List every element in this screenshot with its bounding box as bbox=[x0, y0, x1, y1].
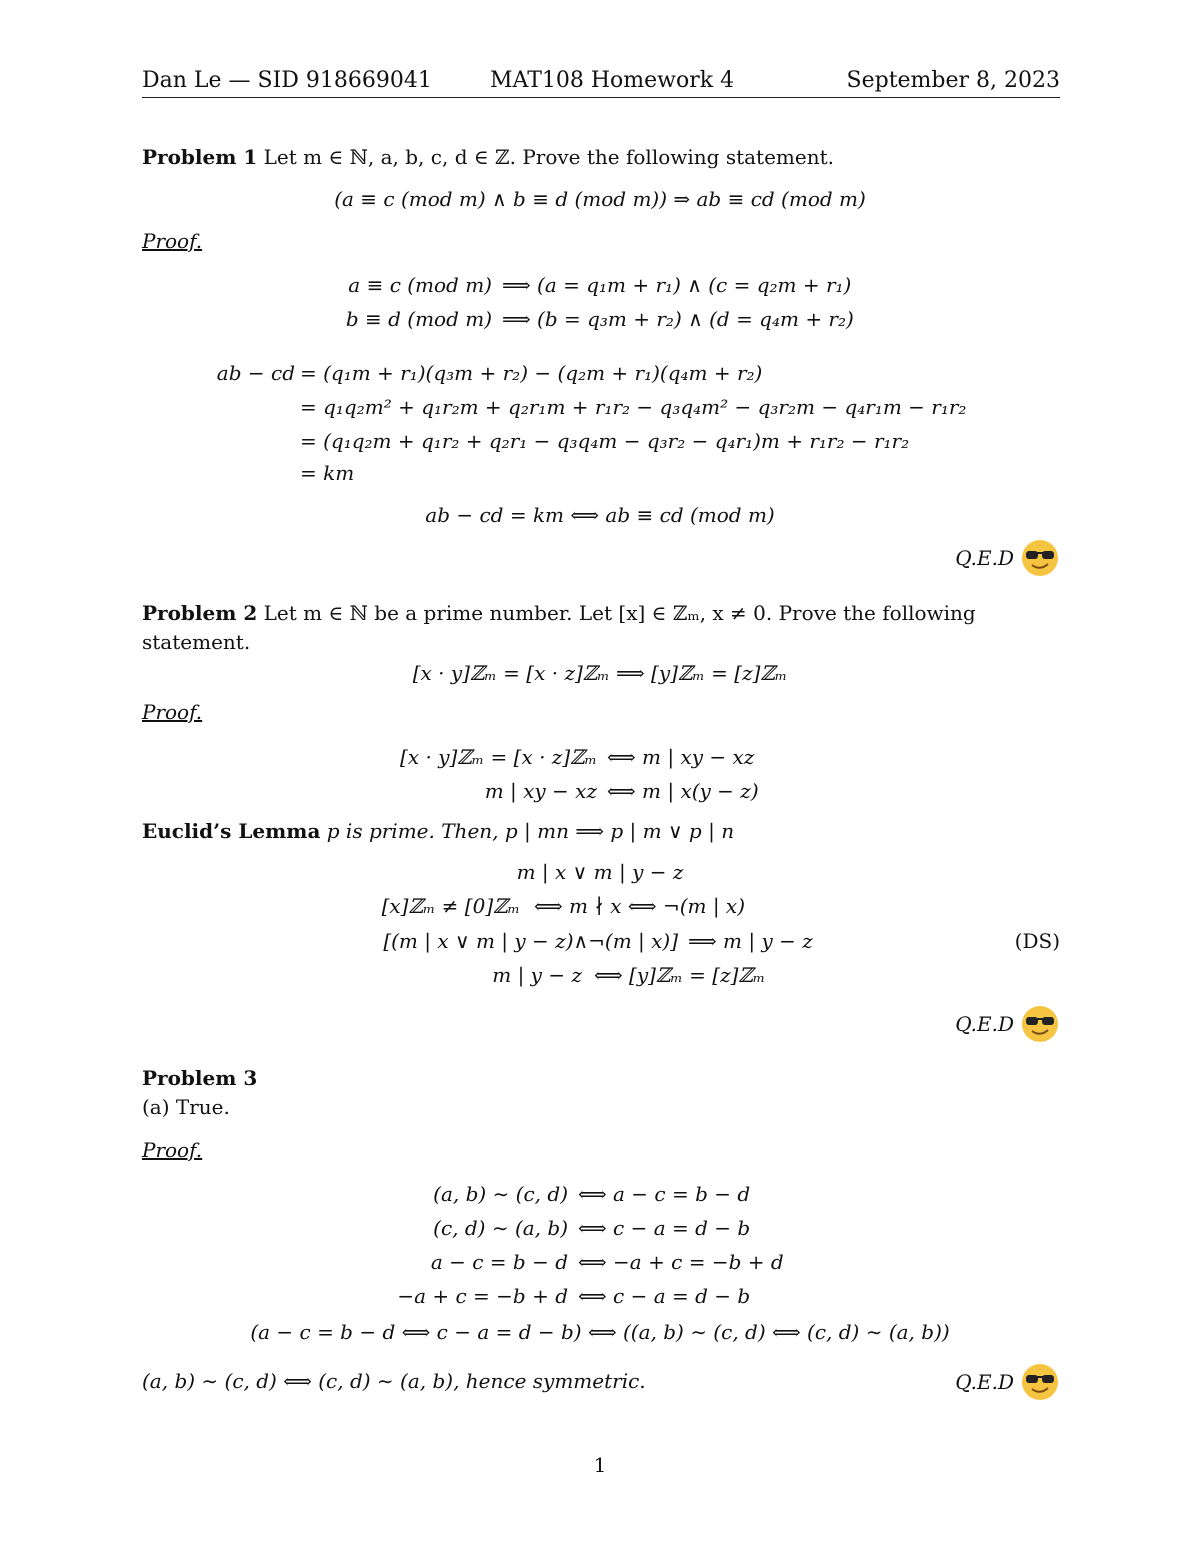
p1-line2-right: ⟹ (b = q₃m + r₂) ∧ (d = q₄m + r₂) bbox=[502, 307, 854, 331]
p1-exp1-right: = (q₁m + r₁)(q₃m + r₂) − (q₂m + r₁)(q₄m + r₂) bbox=[300, 361, 763, 385]
header-rule bbox=[142, 97, 1060, 98]
lemma-title: Euclid’s Lemma bbox=[142, 819, 321, 843]
problem1-claim: (a ≡ c (mod m) ∧ b ≡ d (mod m)) ⇒ ab ≡ cd (mod m) bbox=[334, 187, 866, 211]
p2-lemma-line3-right: ⟹ m | y − z bbox=[688, 929, 813, 953]
p3-line3-left: a − c = b − d bbox=[430, 1250, 568, 1274]
qed-text: Q.E.D bbox=[955, 1012, 1014, 1036]
p2-line2-right: ⟺ m | x(y − z) bbox=[607, 779, 759, 803]
p1-exp1-left: ab − cd bbox=[216, 361, 295, 385]
qed-text: Q.E.D bbox=[955, 546, 1014, 570]
p1-line1-left: a ≡ c (mod m) bbox=[348, 273, 492, 297]
problem2-claim: [x · y]ℤₘ = [x · z]ℤₘ ⟹ [y]ℤₘ = [z]ℤₘ bbox=[412, 661, 788, 685]
header-author: Dan Le — SID 918669041 bbox=[142, 68, 432, 93]
problem1-qed bbox=[955, 538, 1060, 578]
problem2-proof-label: Proof. bbox=[142, 700, 203, 724]
header-date: September 8, 2023 bbox=[846, 68, 1060, 93]
p1-line1-right: ⟹ (a = q₁m + r₁) ∧ (c = q₂m + r₁) bbox=[502, 273, 852, 297]
p3-line1-left: (a, b) ∼ (c, d) bbox=[433, 1182, 568, 1206]
problem2-title: Problem 2 bbox=[142, 601, 258, 625]
problem1-proof-label: Proof. bbox=[142, 229, 203, 253]
problem1-conclusion: ab − cd = km ⟺ ab ≡ cd (mod m) bbox=[425, 503, 775, 527]
sunglasses-face-icon bbox=[1020, 538, 1060, 578]
problem3-part-a: (a) True. bbox=[142, 1095, 230, 1119]
p1-exp3-right: = (q₁q₂m + q₁r₂ + q₂r₁ − q₃q₄m − q₃r₂ − q₄r₁)m + r₁r₂ − r₁r₂ bbox=[300, 429, 910, 453]
p1-exp2-right: = q₁q₂m² + q₁r₂m + q₂r₁m + r₁r₂ − q₃q₄m² − q₃r₂m − q₄r₁m − r₁r₂ bbox=[300, 395, 967, 419]
problem3-title-text: Problem 3 bbox=[142, 1066, 258, 1090]
p3-line4-left: −a + c = −b + d bbox=[397, 1284, 568, 1308]
problem2-heading bbox=[142, 601, 1060, 625]
p3-line1-right: ⟺ a − c = b − d bbox=[578, 1182, 751, 1206]
problem1-title: Problem 1 bbox=[142, 145, 258, 169]
problem3-proof-label: Proof. bbox=[142, 1138, 203, 1162]
p2-lemma-line4-left: m | y − z bbox=[492, 963, 582, 987]
problem3-conclusion: (a, b) ∼ (c, d) ⟺ (c, d) ∼ (a, b), hence symmetric. bbox=[142, 1369, 646, 1393]
page-number: 1 bbox=[593, 1453, 607, 1477]
problem2-statement-1: Let m ∈ ℕ be a prime number. Let [x] ∈ ℤₘ, x ≠ 0. Prove the following bbox=[263, 601, 976, 625]
p3-line4-right: ⟺ c − a = d − b bbox=[578, 1284, 751, 1308]
problem3-title bbox=[142, 1066, 257, 1090]
lemma-line bbox=[142, 819, 734, 843]
problem3-long-line: (a − c = b − d ⟺ c − a = d − b) ⟺ ((a, b) ∼ (c, d) ⟺ (c, d) ∼ (a, b)) bbox=[250, 1320, 950, 1344]
p2-lemma-line4-right: ⟺ [y]ℤₘ = [z]ℤₘ bbox=[594, 963, 766, 987]
sunglasses-face-icon bbox=[1020, 1004, 1060, 1044]
problem2-qed bbox=[955, 1004, 1060, 1044]
problem1-statement: Let m ∈ ℕ, a, b, c, d ∈ ℤ. Prove the following statement. bbox=[263, 145, 834, 169]
p2-line1-left: [x · y]ℤₘ = [x · z]ℤₘ bbox=[400, 745, 597, 769]
p1-line2-left: b ≡ d (mod m) bbox=[345, 307, 492, 331]
p2-line1-right: ⟺ m | xy − xz bbox=[607, 745, 755, 769]
p3-line2-left: (c, d) ∼ (a, b) bbox=[433, 1216, 568, 1240]
p2-lemma-line2-right: ⟺ m ∤ x ⟺ ¬(m | x) bbox=[534, 894, 746, 918]
p3-line2-right: ⟺ c − a = d − b bbox=[578, 1216, 751, 1240]
p2-line2-left: m | xy − xz bbox=[484, 779, 597, 803]
p2-lemma-line1: m | x ∨ m | y − z bbox=[516, 860, 684, 884]
p2-lemma-line2-left: [x]ℤₘ ≠ [0]ℤₘ bbox=[381, 894, 520, 918]
lemma-text: p is prime. Then, p | mn ⟹ p | m ∨ p | n bbox=[326, 819, 735, 843]
problem3-qed bbox=[955, 1362, 1060, 1402]
p1-exp4-right: = km bbox=[300, 461, 355, 485]
qed-text: Q.E.D bbox=[955, 1370, 1014, 1394]
sunglasses-face-icon bbox=[1020, 1362, 1060, 1402]
p3-line3-right: ⟺ −a + c = −b + d bbox=[578, 1250, 784, 1274]
header-course: MAT108 Homework 4 bbox=[490, 68, 735, 93]
problem2-statement-2: statement. bbox=[142, 630, 251, 654]
p2-lemma-line3-left: [(m | x ∨ m | y − z)∧¬(m | x)] bbox=[383, 929, 678, 953]
problem1-heading bbox=[142, 145, 834, 169]
ds-tag: (DS) bbox=[1014, 929, 1060, 953]
